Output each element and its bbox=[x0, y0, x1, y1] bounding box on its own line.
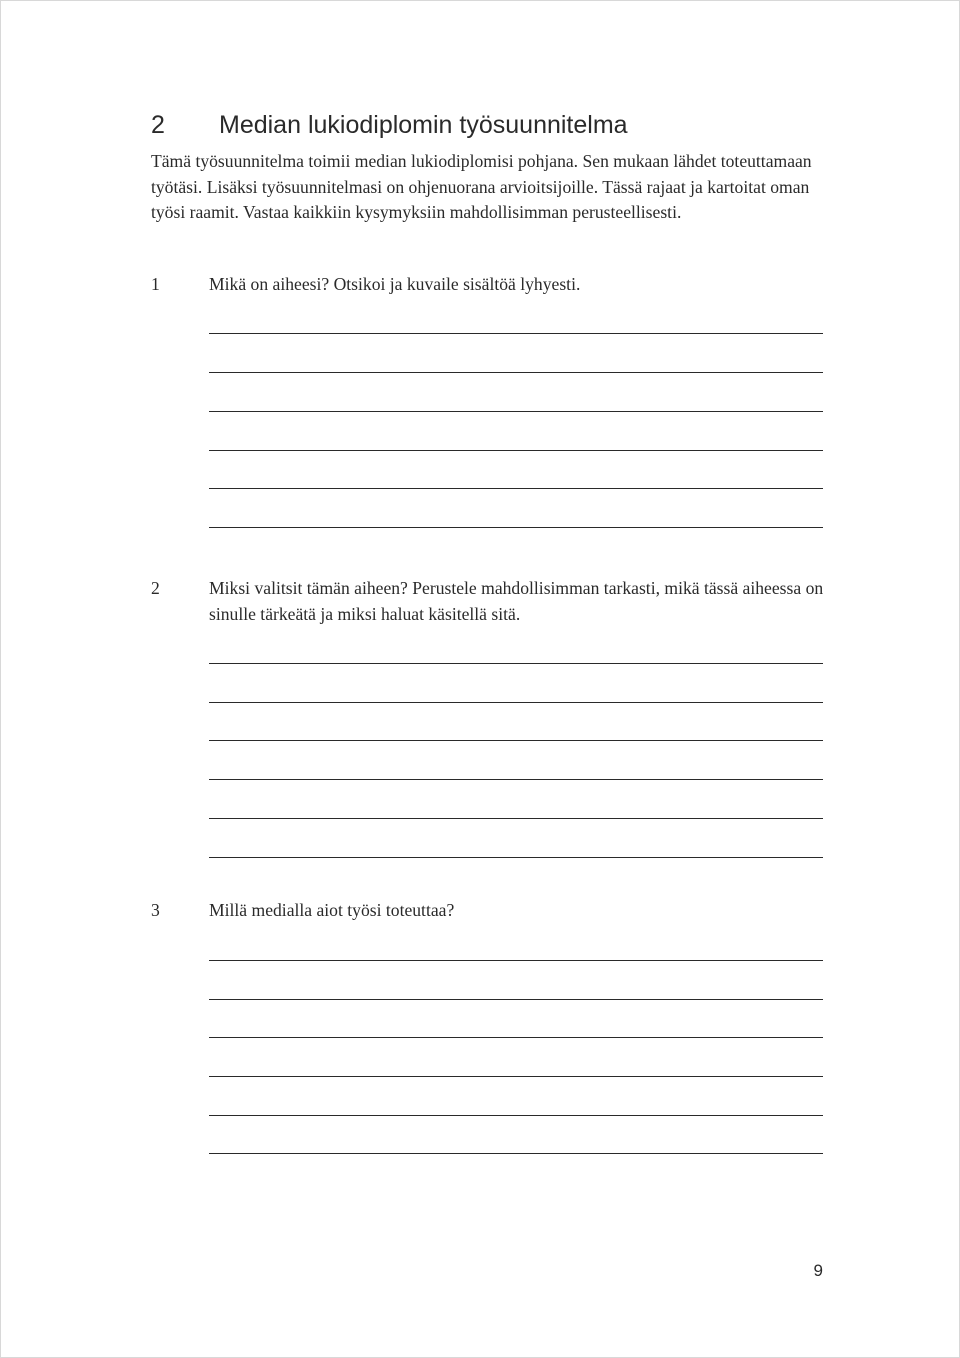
answer-line[interactable] bbox=[209, 372, 823, 373]
section-number: 2 bbox=[151, 111, 165, 139]
answer-line[interactable] bbox=[209, 779, 823, 780]
answer-line[interactable] bbox=[209, 740, 823, 741]
answer-line[interactable] bbox=[209, 1115, 823, 1116]
page-number: 9 bbox=[813, 1261, 823, 1280]
section-title: Median lukiodiplomin työsuunnitelma bbox=[219, 111, 628, 139]
answer-line[interactable] bbox=[209, 702, 823, 703]
question-3 bbox=[151, 898, 829, 924]
answer-line[interactable] bbox=[209, 411, 823, 412]
answer-line[interactable] bbox=[209, 857, 823, 858]
intro-paragraph: Tämä työsuunnitelma toimii median lukiodiplomisi pohjana. Sen mukaan lähdet toteuttamaan työtäsi. Lisäksi työsuunnitelmasi on ohjenuorana arvioitsijoille. Tässä rajaat ja kartoitat oman työsi raamit. Vastaa kaikkiin kysymyksiin mahdollisimman perusteellisesti. bbox=[151, 151, 812, 222]
answer-line[interactable] bbox=[209, 818, 823, 819]
question-text: Mikä on aiheesi? Otsikoi ja kuvaile sisältöä lyhyesti. bbox=[209, 274, 581, 294]
question-number: 1 bbox=[151, 274, 160, 294]
question-text: Miksi valitsit tämän aiheen? Perustele mahdollisimman tarkasti, mikä tässä aiheessa on sinulle tärkeätä ja miksi haluat käsitellä sitä. bbox=[209, 578, 824, 624]
answer-line[interactable] bbox=[209, 960, 823, 961]
answer-line[interactable] bbox=[209, 999, 823, 1000]
question-number: 2 bbox=[151, 578, 160, 598]
answer-line[interactable] bbox=[209, 1076, 823, 1077]
answer-line[interactable] bbox=[209, 488, 823, 489]
answer-line[interactable] bbox=[209, 1153, 823, 1154]
answer-line[interactable] bbox=[209, 450, 823, 451]
answer-line[interactable] bbox=[209, 663, 823, 664]
answer-line[interactable] bbox=[209, 1037, 823, 1038]
question-text: Millä medialla aiot työsi toteuttaa? bbox=[209, 900, 455, 920]
question-number: 3 bbox=[151, 900, 160, 920]
answer-line[interactable] bbox=[209, 527, 823, 528]
question-1 bbox=[151, 272, 829, 298]
section-heading bbox=[151, 111, 628, 140]
answer-line[interactable] bbox=[209, 333, 823, 334]
question-2 bbox=[151, 576, 829, 627]
